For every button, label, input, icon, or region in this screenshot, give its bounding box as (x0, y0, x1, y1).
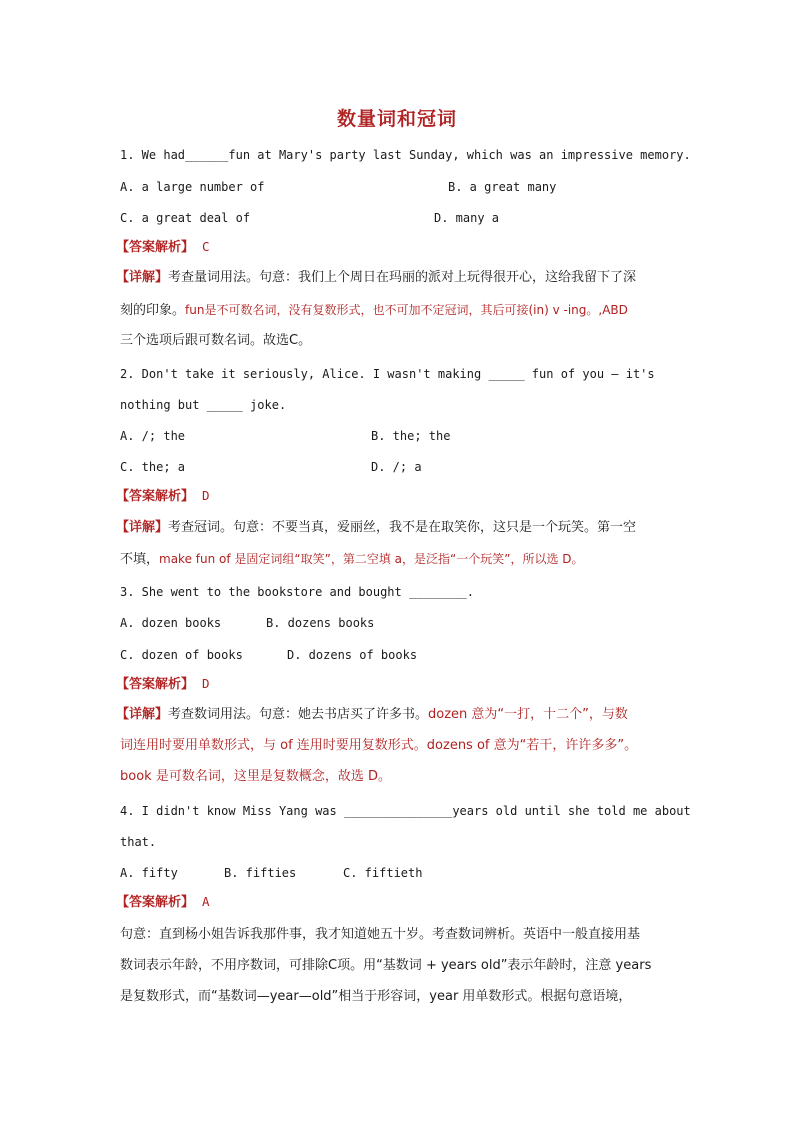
q1-option-b: B. a great many (448, 180, 557, 194)
q1-detail-line-3: 三个选项后跟可数名词。故选C。 (120, 333, 312, 348)
q1-answer: C (202, 239, 210, 254)
answer-label: 【答案解析】 (116, 677, 195, 692)
page-title: 数量词和冠词 (336, 108, 457, 130)
q4-detail-line-2: 数词表示年龄，不用序数词，可排除C项。用“基数词 + years old”表示年龄时，注意 years (120, 958, 652, 973)
q3-option-b: B. dozens books (266, 616, 375, 630)
q2-option-a: A. /; the (120, 429, 186, 443)
q3-detail-line-1: 【详解】考查数词用法。句意：她去书店买了许多书。dozen 意为“一打，十二个”，与数 (116, 707, 628, 722)
q2-answer: D (202, 488, 210, 503)
q4-option-a: A. fifty (120, 866, 178, 880)
q3-answer-line (116, 675, 210, 694)
q3-detail-line-2: 词连用时要用单数形式，与 of 连用时要用复数形式。dozens of 意为“若干，许许多多”。 (120, 738, 638, 753)
q2-detail-line-2: 不填，make fun of 是固定词组“取笑”，第二空填 a，是泛指“一个玩笑”，所以选 D。 (120, 552, 584, 567)
q2-option-c: C. the; a (120, 460, 186, 474)
q2-option-d: D. /; a (371, 460, 422, 474)
q1-option-d: D. many a (434, 211, 500, 225)
q4-detail-line-3: 是复数形式，而“基数词—year—old”相当于形容词，year 用单数形式。根据句意语境， (120, 989, 632, 1004)
question-3-stem: 3. She went to the bookstore and bought ________. (120, 585, 475, 599)
detail-label: 【详解】 (116, 707, 169, 722)
q1-detail-line-2: 刻的印象。fun是不可数名词，没有复数形式，也不可加不定冠词，其后可接(in) v -ing。,ABD (120, 303, 628, 318)
q2-answer-line (116, 487, 210, 506)
question-2-stem-line-2: nothing but _____ joke. (120, 398, 287, 412)
q3-option-d: D. dozens of books (287, 648, 418, 662)
q4-answer: A (202, 894, 210, 909)
question-4-stem-line-1: 4. I didn't know Miss Yang was _______________years old until she told me about (120, 804, 691, 818)
question-2-stem-line-1: 2. Don't take it seriously, Alice. I wasn't making _____ fun of you — it's (120, 367, 655, 381)
detail-label: 【详解】 (116, 520, 169, 535)
q3-detail-line-3: book 是可数名词，这里是复数概念，故选 D。 (120, 769, 391, 784)
q2-detail-line-1: 【详解】考查冠词。句意：不要当真，爱丽丝，我不是在取笑你，这只是一个玩笑。第一空 (116, 520, 637, 535)
q1-option-a: A. a large number of (120, 180, 265, 194)
question-3-options-row-2 (120, 646, 680, 664)
q3-option-a: A. dozen books (120, 616, 222, 630)
answer-label: 【答案解析】 (116, 895, 195, 910)
q4-detail-line-1: 句意：直到杨小姐告诉我那件事，我才知道她五十岁。考查数词辨析。英语中一般直接用基 (120, 927, 641, 942)
question-2-options-row-1 (120, 427, 680, 445)
question-4-options-row (120, 864, 680, 882)
question-3-options-row-1 (120, 614, 680, 632)
question-2-options-row-2 (120, 458, 680, 476)
q3-answer: D (202, 676, 210, 691)
question-1-options-row-2 (120, 209, 680, 227)
q3-option-c: C. dozen of books (120, 648, 243, 662)
q1-detail-line-1: 【详解】考查量词用法。句意：我们上个周日在玛丽的派对上玩得很开心，这给我留下了深 (116, 270, 637, 285)
q4-option-c: C. fiftieth (343, 866, 423, 880)
answer-label: 【答案解析】 (116, 240, 195, 255)
question-1-stem: 1. We had______fun at Mary's party last Sunday, which was an impressive memory. (120, 148, 691, 162)
question-1-options-row-1 (120, 178, 680, 196)
detail-label: 【详解】 (116, 270, 169, 285)
q4-option-b: B. fifties (224, 866, 297, 880)
question-4-stem-line-2: that. (120, 835, 157, 849)
q1-option-c: C. a great deal of (120, 211, 251, 225)
answer-label: 【答案解析】 (116, 489, 195, 504)
q1-answer-line (116, 238, 210, 257)
q4-answer-line (116, 893, 210, 912)
q2-option-b: B. the; the (371, 429, 451, 443)
